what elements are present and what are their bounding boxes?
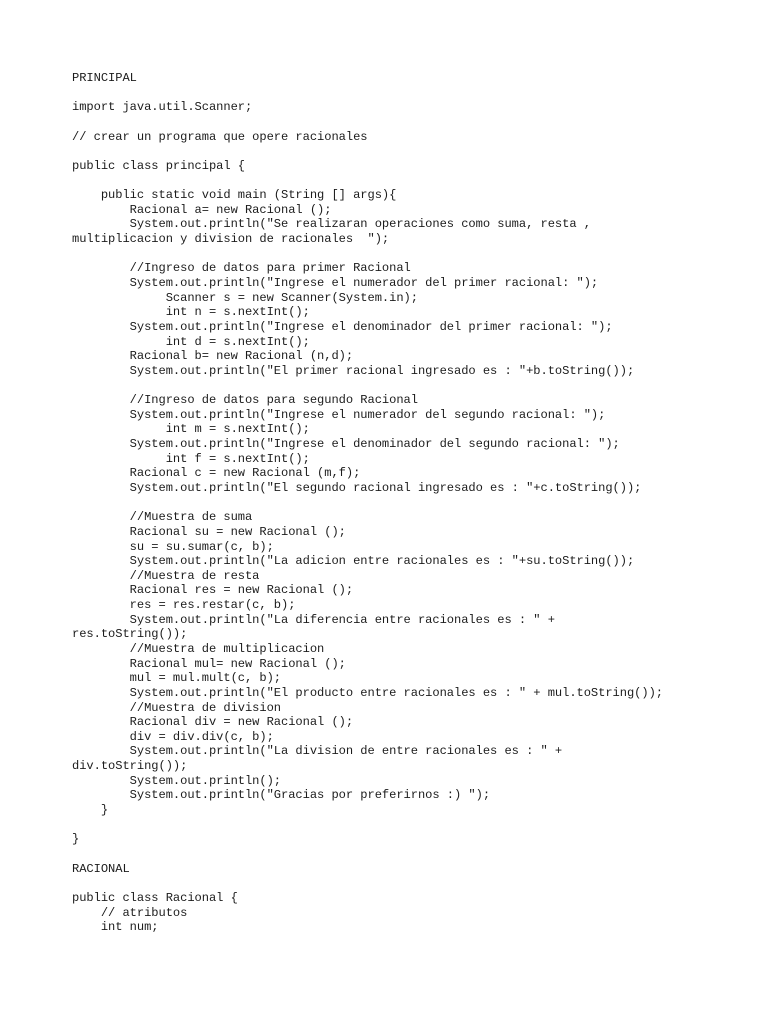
- code-line: System.out.println("El producto entre racionales es : " + mul.toString());: [72, 685, 664, 700]
- code-line: [72, 247, 762, 262]
- code-line: mul = mul.mult(c, b);: [72, 671, 282, 686]
- code-line: }: [72, 832, 80, 847]
- code-line: [72, 144, 762, 159]
- code-line: public class Racional {: [72, 890, 238, 905]
- code-line: int num;: [72, 920, 159, 935]
- code-line: // atributos: [72, 905, 188, 920]
- code-line: Racional b= new Racional (n,d);: [72, 349, 354, 364]
- code-line: System.out.println();: [72, 773, 282, 788]
- code-line: int m = s.nextInt();: [72, 422, 310, 437]
- code-line: [72, 378, 762, 393]
- code-line: Racional a= new Racional ();: [72, 202, 332, 217]
- code-line: int n = s.nextInt();: [72, 305, 310, 320]
- code-line: Racional su = new Racional ();: [72, 524, 346, 539]
- code-line: [72, 876, 762, 891]
- code-line: //Ingreso de datos para segundo Racional: [72, 393, 418, 408]
- code-line: Racional div = new Racional ();: [72, 715, 354, 730]
- code-line: System.out.println("Ingrese el denominador del segundo racional: ");: [72, 437, 620, 452]
- code-line: //Ingreso de datos para primer Racional: [72, 261, 411, 276]
- code-line: [72, 115, 762, 130]
- code-line: Racional c = new Racional (m,f);: [72, 466, 361, 481]
- code-line: multiplicacion y division de racionales ");: [72, 232, 390, 247]
- code-line: System.out.println("La diferencia entre racionales es : " +: [72, 612, 555, 627]
- code-line: System.out.println("Ingrese el denominador del primer racional: ");: [72, 319, 613, 334]
- code-line: [72, 847, 762, 862]
- code-line: public static void main (String [] args){: [72, 188, 397, 203]
- code-line: Scanner s = new Scanner(System.in);: [72, 290, 418, 305]
- code-line: System.out.println("La division de entre racionales es : " +: [72, 744, 563, 759]
- code-line: int f = s.nextInt();: [72, 451, 310, 466]
- code-line: //Muestra de resta: [72, 568, 260, 583]
- code-line: PRINCIPAL: [72, 71, 137, 85]
- code-line: //Muestra de suma: [72, 510, 253, 525]
- code-line: [72, 818, 762, 833]
- code-line: System.out.println("El primer racional ingresado es : "+b.toString());: [72, 363, 635, 378]
- code-line: System.out.println("Se realizaran operaciones como suma, resta ,: [72, 217, 591, 232]
- code-line: RACIONAL: [72, 861, 130, 876]
- code-line: import java.util.Scanner;: [72, 100, 253, 115]
- code-line: System.out.println("La adicion entre racionales es : "+su.toString());: [72, 554, 635, 569]
- code-line: div.toString());: [72, 759, 188, 774]
- code-line: Racional mul= new Racional ();: [72, 656, 346, 671]
- java-code-listing: [72, 71, 762, 935]
- code-line: System.out.println("Gracias por preferirnos :) ");: [72, 788, 491, 803]
- code-line: div = div.div(c, b);: [72, 729, 274, 744]
- code-line: System.out.println("El segundo racional ingresado es : "+c.toString());: [72, 480, 642, 495]
- code-line: }: [72, 803, 109, 818]
- code-line: Racional res = new Racional ();: [72, 583, 354, 598]
- code-line: [72, 496, 762, 511]
- code-line: //Muestra de multiplicacion: [72, 641, 325, 656]
- code-line: [72, 173, 762, 188]
- code-line: [72, 86, 762, 101]
- code-line: System.out.println("Ingrese el numerador del segundo racional: ");: [72, 407, 606, 422]
- code-line: System.out.println("Ingrese el numerador del primer racional: ");: [72, 275, 599, 290]
- code-line: res = res.restar(c, b);: [72, 598, 296, 613]
- code-line: res.toString());: [72, 627, 188, 642]
- code-line: //Muestra de division: [72, 700, 282, 715]
- code-line: public class principal {: [72, 158, 245, 173]
- code-line: int d = s.nextInt();: [72, 334, 310, 349]
- code-line: // crear un programa que opere racionales: [72, 129, 368, 144]
- code-line: su = su.sumar(c, b);: [72, 539, 274, 554]
